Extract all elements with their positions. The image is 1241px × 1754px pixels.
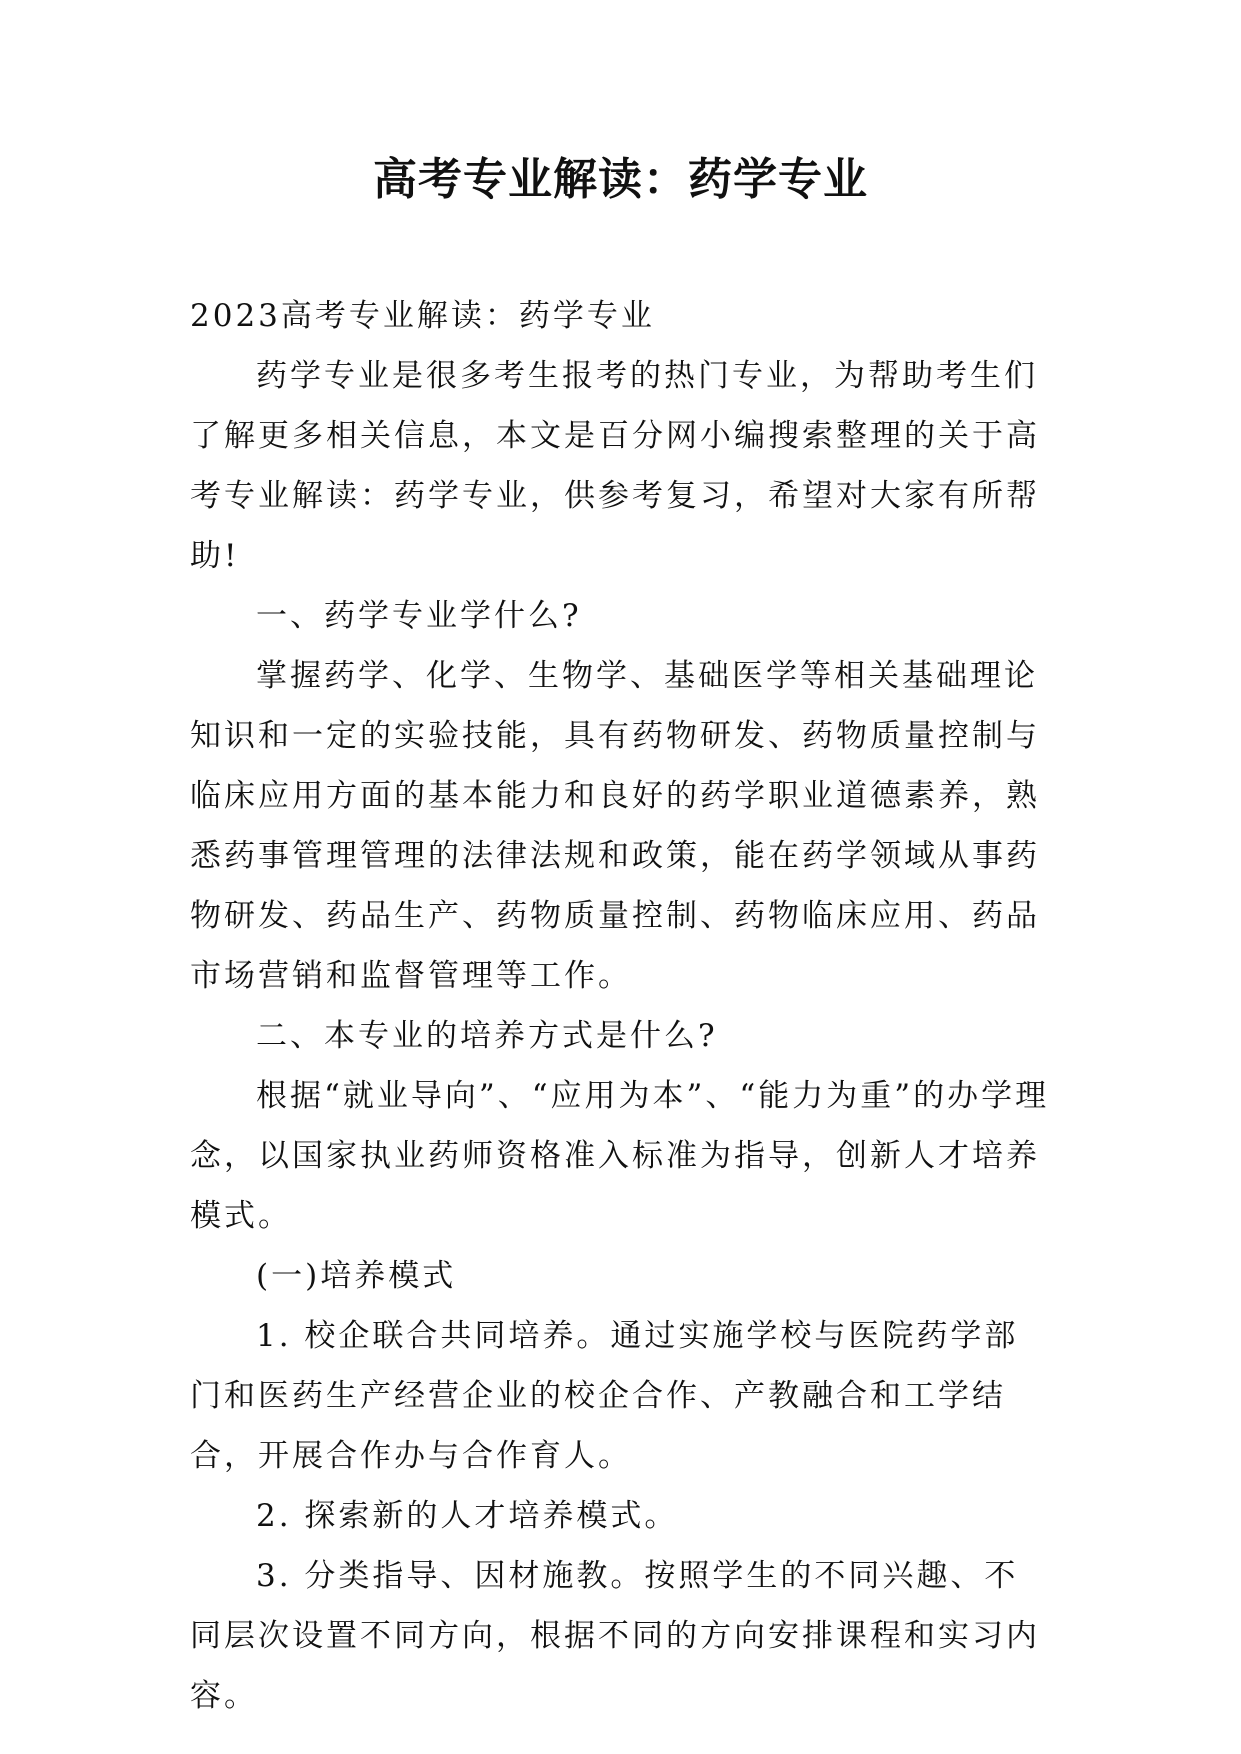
section-heading-what-to-study: 一、药学专业学什么? — [256, 598, 582, 634]
paragraph-study-content: 掌握药学、化学、生物学、基础医学等相关基础理论知识和一定的实验技能，具有药物研发、药物质量控制与临床应用方面的基本能力和良好的药学职业道德素养，熟悉药事管理管理的法律法规和政策，能在药学领域从事药物研发、药品生产、药物质量控制、药物临床应用、药品市场营销和监督管理等工作。 — [190, 658, 1040, 994]
list-item-1: 1. 校企联合共同培养。通过实施学校与医院药学部门和医药生产经营企业的校企合作、产教融合和工学结合，开展合作办与合作育人。 — [190, 1318, 1019, 1474]
subsection-heading-training-mode: (一)培养模式 — [256, 1258, 457, 1294]
document-body — [190, 286, 1050, 1726]
document-title: 高考专业解读：药学专业 — [373, 154, 868, 205]
list-item-3: 3. 分类指导、因材施教。按照学生的不同兴趣、不同层次设置不同方向，根据不同的方向安排课程和实习内容。 — [190, 1558, 1040, 1714]
document-subtitle: 2023高考专业解读：药学专业 — [190, 298, 655, 334]
section-heading-training-method: 二、本专业的培养方式是什么? — [256, 1018, 718, 1054]
list-item-2: 2. 探索新的人才培养模式。 — [256, 1498, 679, 1534]
paragraph-training-principle: 根据“就业导向”、“应用为本”、“能力为重”的办学理念，以国家执业药师资格准入标准为指导，创新人才培养模式。 — [190, 1078, 1050, 1234]
paragraph-intro: 药学专业是很多考生报考的热门专业，为帮助考生们了解更多相关信息，本文是百分网小编搜索整理的关于高考专业解读：药学专业，供参考复习，希望对大家有所帮助! — [190, 358, 1040, 574]
